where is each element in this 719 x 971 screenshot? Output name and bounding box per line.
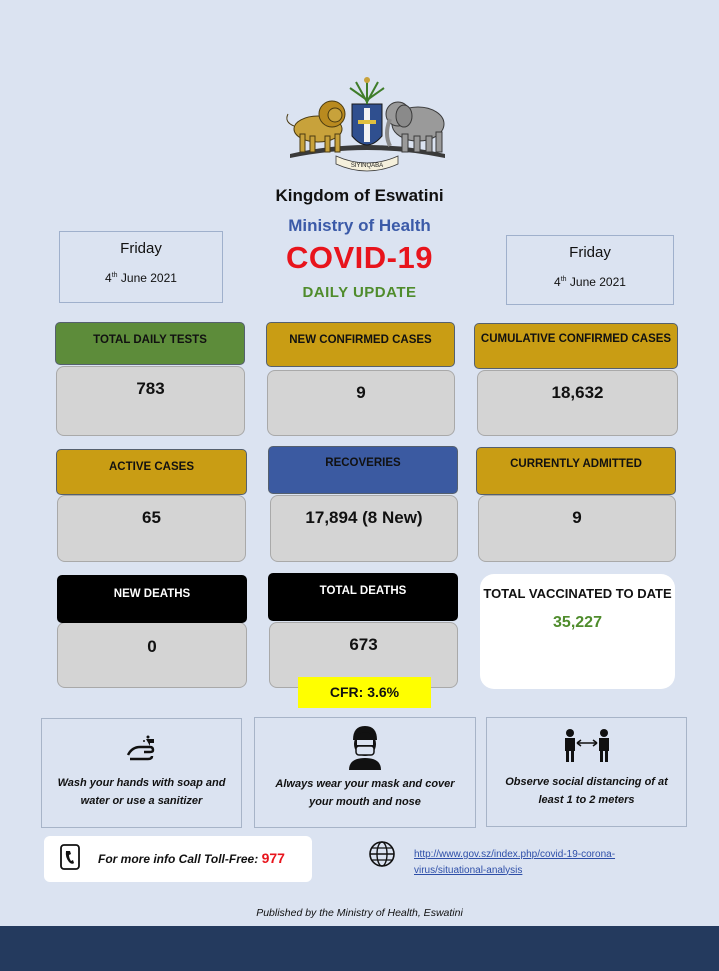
situational-analysis-link[interactable]: http://www.gov.sz/index.php/covid-19-corona- virus/situational-analysis (414, 849, 616, 876)
cumulative-confirmed-cases-value: 18,632 (477, 370, 678, 436)
total-vaccinated-label: TOTAL VACCINATED TO DATE (483, 586, 672, 601)
tip-hand-washing (41, 718, 242, 828)
hand-wash-icon (42, 733, 241, 763)
footer-band (0, 926, 719, 971)
total-daily-tests-value: 783 (56, 366, 245, 436)
published-by: Published by the Ministry of Health, Eswatini (256, 907, 463, 919)
social-distance-icon (487, 728, 686, 764)
new-confirmed-cases-label: NEW CONFIRMED CASES (266, 322, 455, 367)
toll-free-text: For more info Call Toll-Free: 977 (98, 850, 285, 866)
new-deaths-value: 0 (57, 622, 247, 688)
total-vaccinated-value: 35,227 (553, 614, 602, 632)
daily-update-label: DAILY UPDATE (302, 284, 417, 301)
face-mask-icon (255, 724, 475, 770)
phone-icon (60, 844, 80, 875)
toll-free-box (44, 836, 312, 882)
date-box-left (59, 231, 223, 303)
eswatini-coat-of-arms (280, 74, 455, 174)
total-deaths-value: 673 (269, 622, 458, 688)
tip-social-distance (486, 717, 687, 827)
active-cases-label: ACTIVE CASES (56, 449, 247, 495)
new-deaths-label: NEW DEATHS (57, 575, 247, 623)
ministry-title: Ministry of Health (288, 216, 431, 235)
tip-face-mask (254, 717, 476, 828)
recoveries-label: RECOVERIES (268, 446, 458, 494)
country-title: Kingdom of Eswatini (275, 186, 444, 205)
globe-icon (368, 840, 396, 873)
date-text-right: 4th June 2021 (554, 275, 626, 289)
cfr-badge: CFR: 3.6% (298, 677, 431, 708)
date-box-right (506, 235, 674, 305)
date-day-left: Friday (120, 240, 162, 257)
total-vaccinated-box (480, 574, 675, 689)
new-confirmed-cases-value: 9 (267, 370, 455, 436)
currently-admitted-value: 9 (478, 495, 676, 562)
currently-admitted-label: CURRENTLY ADMITTED (476, 447, 676, 495)
total-deaths-label: TOTAL DEATHS (268, 573, 458, 621)
active-cases-value: 65 (57, 495, 246, 562)
crest-motto: SIYINQABA (350, 163, 384, 169)
date-day-right: Friday (569, 244, 611, 261)
cumulative-confirmed-cases-label: CUMULATIVE CONFIRMED CASES (474, 323, 678, 369)
recoveries-value: 17,894 (8 New) (270, 495, 458, 562)
covid-headline: COVID-19 (286, 240, 433, 275)
date-text-left: 4th June 2021 (105, 271, 177, 285)
tip-face-mask-text: Always wear your mask and cover your mouth and nose (275, 778, 455, 808)
tip-hand-washing-text: Wash your hands with soap and water or use a sanitizer (57, 777, 226, 807)
tip-social-distance-text: Observe social distancing of at least 1 to 2 meters (505, 776, 668, 806)
total-daily-tests-label: TOTAL DAILY TESTS (55, 322, 245, 365)
toll-free-number[interactable]: 977 (261, 850, 285, 866)
